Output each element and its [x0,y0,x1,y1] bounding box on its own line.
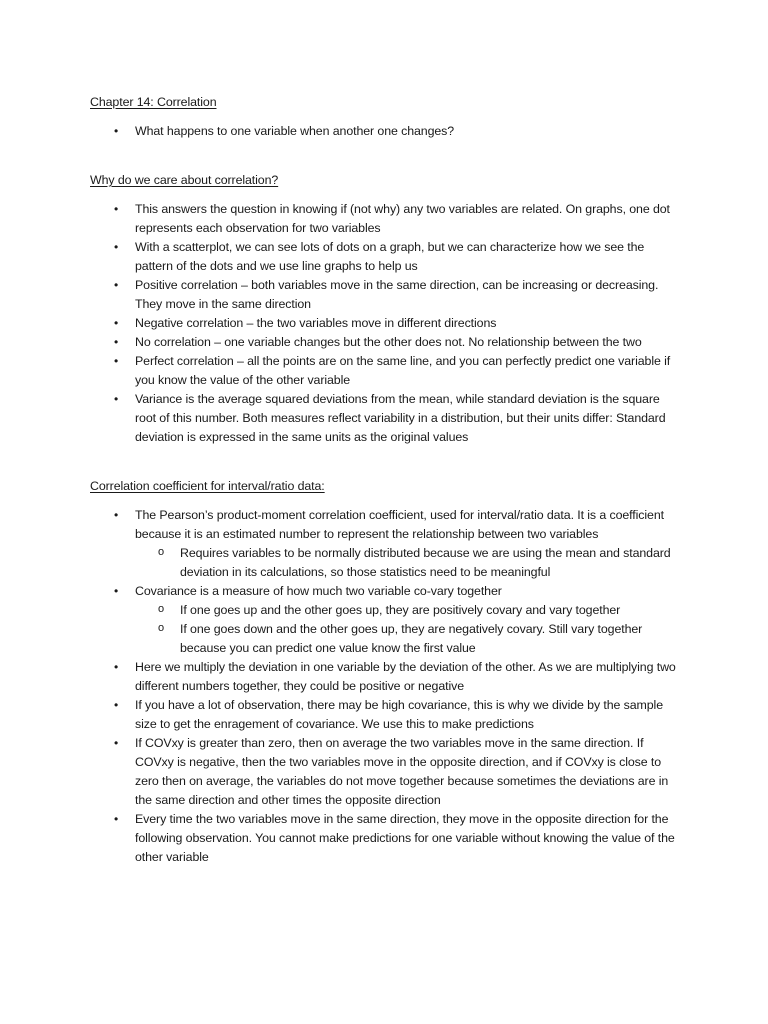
list-item [90,506,680,582]
list-item: • Every time the two variables move in the same direction, they move in the opposite direction for the following observation. You cannot make predictions for one variable without knowing the value of the other variable [90,810,680,867]
list-item: • No correlation – one variable changes but the other does not. No relationship between the two [90,333,680,352]
sub-list-item: o Requires variables to be normally distributed because we are using the mean and standard deviation in its calculations, so those statistics need to be meaningful [135,544,680,582]
list-item: • If you have a lot of observation, there may be high covariance, this is why we divide by the sample size to get the enragement of covariance. We use this to make predictions [90,696,680,734]
section-heading-why-correlation: Why do we care about correlation? [90,173,279,187]
sub-list-item: o If one goes up and the other goes up, they are positively covary and vary together [135,601,680,620]
list-item: • Variance is the average squared deviations from the mean, while standard deviation is the square root of this number. Both measures reflect variability in a distribution, but their units differ: Standard deviation is expressed in the same units as the original values [90,390,680,447]
list-item: • What happens to one variable when another one changes? [90,122,680,141]
list-item: • This answers the question in knowing if (not why) any two variables are related. On graphs, one dot represents each observation for two variables [90,200,680,238]
list-item: • Negative correlation – the two variables move in different directions [90,314,680,333]
sub-list-item: o If one goes down and the other goes up, they are negatively covary. Still vary together because you can predict one value know the first value [135,620,680,658]
list-item: • With a scatterplot, we can see lots of dots on a graph, but we can characterize how we see the pattern of the dots and we use line graphs to help us [90,238,680,276]
intro-list [90,122,680,141]
chapter-title: Chapter 14: Correlation [90,95,217,109]
document-page [90,93,680,867]
why-correlation-list [90,200,680,447]
list-item: • If COVxy is greater than zero, then on average the two variables move in the same direction. If COVxy is negative, then the two variables move in the opposite direction, and if COVxy is close to zero then on average, the variables do not move together because sometimes the deviations are in the same direction and other times the opposite direction [90,734,680,810]
list-item-text: Covariance is a measure of how much two variable co-vary together [135,584,502,598]
sub-list [135,601,680,658]
sub-list [135,544,680,582]
section-heading-coefficient: Correlation coefficient for interval/ratio data: [90,479,325,493]
coefficient-list [90,506,680,867]
list-item: • Positive correlation – both variables move in the same direction, can be increasing or decreasing. They move in the same direction [90,276,680,314]
list-item: • Here we multiply the deviation in one variable by the deviation of the other. As we are multiplying two different numbers together, they could be positive or negative [90,658,680,696]
list-item: • Perfect correlation – all the points are on the same line, and you can perfectly predict one variable if you know the value of the other variable [90,352,680,390]
list-item [90,582,680,658]
list-item-text: The Pearson’s product-moment correlation coefficient, used for interval/ratio data. It is a coefficient because it is an estimated number to represent the relationship between two variables [135,508,664,541]
